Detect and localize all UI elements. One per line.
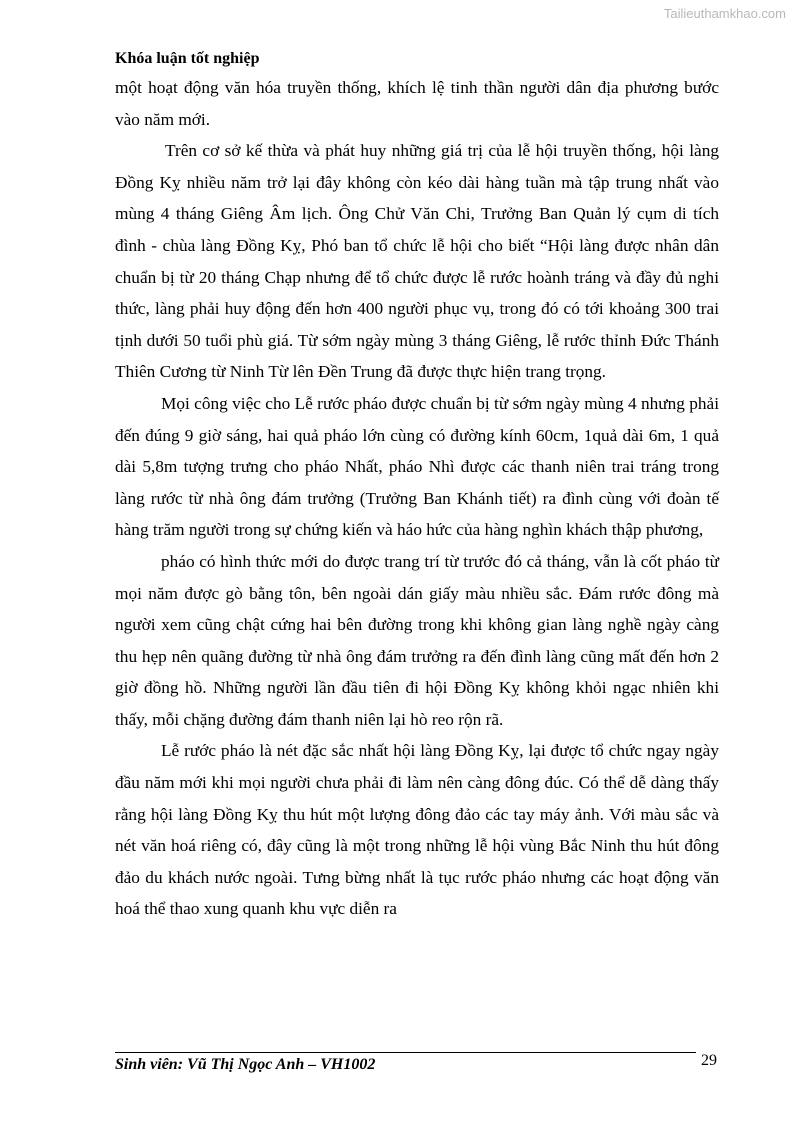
- paragraph-5: Lễ rước pháo là nét đặc sắc nhất hội làng Đồng Kỵ, lại được tổ chức ngay ngày đầu năm mới khi mọi người chưa phải đi làm nên càng đông đúc. Có thể dễ dàng thấy rằng hội làng Đồng Kỵ thu hút một lượng đông đảo các tay máy ảnh. Với màu sắc và nét văn hoá riêng có, đây cũng là một trong những lễ hội vùng Bắc Ninh thu hút đông đảo du khách nước ngoài. Tưng bừng nhất là tục rước pháo nhưng các hoạt động văn hoá thể thao xung quanh khu vực diễn ra: [115, 741, 719, 919]
- footer-divider: [115, 1052, 696, 1053]
- paragraph-2: Trên cơ sở kế thừa và phát huy những giá trị của lễ hội truyền thống, hội làng Đồng Kỵ nhiều năm trở lại đây không còn kéo dài hàng tuần mà tập trung nhất vào mùng 4 tháng Giêng Âm lịch. Ông Chử Văn Chi, Trưởng Ban Quản lý cụm di tích đình - chùa làng Đồng Kỵ, Phó ban tổ chức lễ hội cho biết “Hội làng được nhân dân chuẩn bị từ 20 tháng Chạp nhưng để tổ chức được lễ rước hoành tráng và đầy đủ nghi thức, làng phải huy động đến hơn 400 người phục vụ, trong đó có tới khoảng 300 trai tịnh dưới 50 tuổi phù giá. Từ sớm ngày mùng 3 tháng Giêng, lễ rước thỉnh Đức Thánh Thiên Cương từ Ninh Từ lên Đền Trung đã được thực hiện trang trọng.: [115, 141, 719, 382]
- page-number: 29: [701, 1052, 717, 1069]
- page-header-title: Khóa luận tốt nghiệp: [115, 50, 260, 67]
- watermark-text: Tailieuthamkhao.com: [663, 6, 786, 21]
- footer-student-name: Sinh viên: Vũ Thị Ngọc Anh – VH1002: [115, 1056, 376, 1073]
- paragraph-3: Mọi công việc cho Lễ rước pháo được chuẩn bị từ sớm ngày mùng 4 nhưng phải đến đúng 9 giờ sáng, hai quả pháo lớn cùng có đường kính 60cm, 1quả dài 6m, 1 quả dài 5,8m tượng trưng cho pháo Nhất, pháo Nhì được các thanh niên trai tráng trong làng rước từ nhà ông đám trưởng (Trưởng Ban Khánh tiết) ra đình cùng với đoàn tế hàng trăm người trong sự chứng kiến và háo hức của hàng nghìn khách thập phương,: [115, 393, 719, 540]
- paragraph-1: một hoạt động văn hóa truyền thống, khích lệ tinh thần người dân địa phương bước vào năm mới.: [115, 78, 719, 129]
- document-body: [115, 72, 719, 925]
- paragraph-4: pháo có hình thức mới do được trang trí từ trước đó cả tháng, vẫn là cốt pháo từ mọi năm được gò bằng tôn, bên ngoài dán giấy màu nhiều sắc. Đám rước đông mà người xem cũng chật cứng hai bên đường trong khi không gian làng nghề ngày càng thu hẹp nên quãng đường từ nhà ông đám trưởng ra đến đình làng cũng mất đến hơn 2 giờ đồng hồ. Những người lần đầu tiên đi hội Đồng Kỵ không khỏi ngạc nhiên khi thấy, mỗi chặng đường đám thanh niên lại hò reo rộn rã.: [115, 551, 719, 729]
